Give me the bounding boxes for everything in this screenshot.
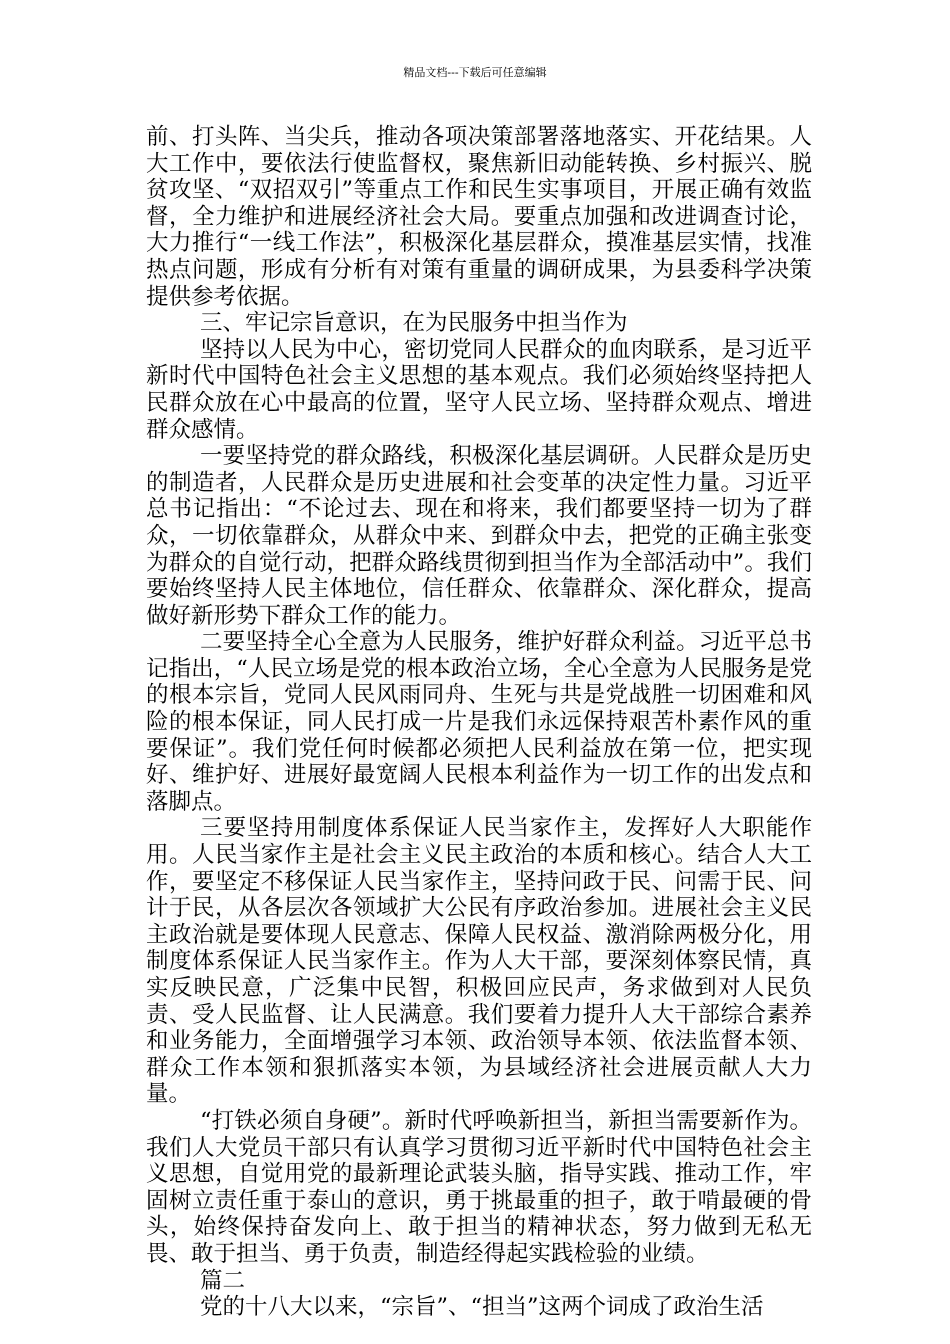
section-heading-part-2: 篇二	[200, 1267, 246, 1294]
paragraph-1: 前、打头阵、当尖兵，推动各项决策部署落地落实、开花结果。人大工作中，要依法行使监督权，聚焦新旧动能转换、乡村振兴、脱贫攻坚、“双招双引”等重点工作和民生实事项目，开展正确有效监督，全力维护和进展经济社会大局。要重点加强和改进调查讨论，大力推行“一线工作法”，积极深化基层群众，摸准基层实情，找准热点问题，形成有分析有对策有重量的调研成果，为县委科学决策提供参考依据。	[146, 124, 812, 310]
paragraph-6: 三要坚持用制度体系保证人民当家作主，发挥好人大职能作用。人民当家作主是社会主义民主政治的本质和核心。结合人大工作，要坚定不移保证人民当家作主，坚持问政于民、问需于民、问计于民，从各层次各领域扩大公民有序政治参加。进展社会主义民主政治就是要体现人民意志、保障人民权益、激消除两极分化，用制度体系保证人民当家作主。作为人大干部，要深刻体察民情，真实反映民意，广泛集中民智，积极回应民声，务求做到对人民负责、受人民监督、让人民满意。我们要着力提升人大干部综合素养和业务能力，全面增强学习本领、政治领导本领、依法监督本领、群众工作本领和狠抓落实本领，为县域经济社会进展贡献人大力量。	[146, 815, 812, 1108]
paragraph-3: 坚持以人民为中心，密切党同人民群众的血肉联系，是习近平新时代中国特色社会主义思想的基本观点。我们必须始终坚持把人民群众放在心中最高的位置，坚守人民立场、坚持群众观点、增进群众感情。	[146, 336, 812, 443]
section-heading-3: 三、牢记宗旨意识，在为民服务中担当作为	[200, 310, 628, 337]
page-header: 精品文档---下载后可任意编辑	[403, 66, 547, 79]
paragraph-4: 一要坚持党的群众路线，积极深化基层调研。人民群众是历史的制造者，人民群众是历史进展和社会变革的决定性力量。习近平总书记指出：“不论过去、现在和将来，我们都要坚持一切为了群众，一切依靠群众，从群众中来、到群众中去，把党的正确主张变为群众的自觉行动，把群众路线贯彻到担当作为全部活动中”。我们要始终坚持人民主体地位，信任群众、依靠群众、深化群众，提高做好新形势下群众工作的能力。	[146, 443, 812, 629]
paragraph-9: 党的十八大以来，“宗旨”、“担当”这两个词成了政治生活	[200, 1294, 764, 1321]
paragraph-7: “打铁必须自身硬”。新时代呼唤新担当，新担当需要新作为。我们人大党员干部只有认真学习贯彻习近平新时代中国特色社会主义思想，自觉用党的最新理论武装头脑，指导实践、推动工作，牢固树立责任重于泰山的意识，勇于挑最重的担子，敢于啃最硬的骨头，始终保持奋发向上、敢于担当的精神状态，努力做到无私无畏、敢于担当、勇于负责，制造经得起实践检验的业绩。	[146, 1107, 812, 1267]
document-body	[146, 124, 812, 1321]
paragraph-5: 二要坚持全心全意为人民服务，维护好群众利益。习近平总书记指出，“人民立场是党的根本政治立场，全心全意为人民服务是党的根本宗旨，党同人民风雨同舟、生死与共是党战胜一切困难和风险的根本保证，同人民打成一片是我们永远保持艰苦朴素作风的重要保证”。我们党任何时候都必须把人民利益放在第一位，把实现好、维护好、进展好最宽阔人民根本利益作为一切工作的出发点和落脚点。	[146, 629, 812, 815]
